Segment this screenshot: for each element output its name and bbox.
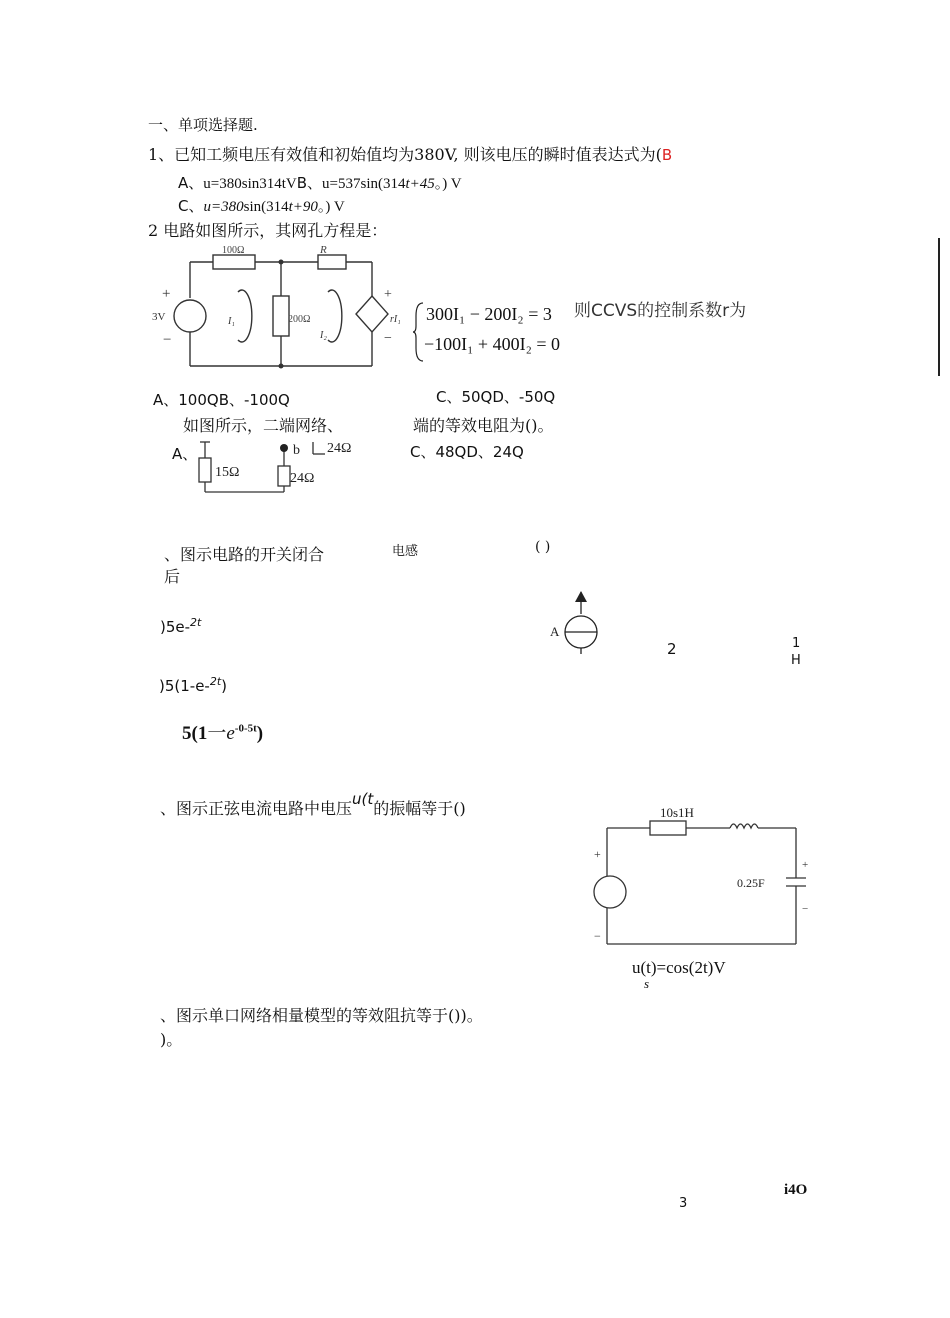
q3-resistor-24-mid: [278, 466, 290, 486]
q2-resistor-100: [213, 255, 255, 269]
page-edge-bar: [938, 238, 940, 376]
q5-cap-label: 0.25F: [737, 876, 765, 890]
q3-network-diagram: [195, 440, 375, 500]
q5-top-label: 10s1H: [660, 805, 694, 820]
page-number: 3: [679, 1196, 688, 1211]
q1-optC-label: C、: [178, 197, 204, 215]
q2-minus-right: −: [384, 331, 392, 346]
q4-inductor-value-a: 1: [792, 636, 801, 651]
corner-mark: i4O: [784, 1182, 808, 1198]
q2-label-r1: 100Ω: [222, 245, 245, 256]
q2-tail-text: 则CCVS的控制系数r为: [574, 301, 747, 321]
q3-label-24-mid: 24Ω: [290, 471, 315, 486]
q4-stem-b: 后: [164, 567, 181, 586]
q2-equation-2: −100I₁ + 400I₂ = 0: [424, 334, 560, 354]
q5-plus-right: +: [802, 859, 809, 871]
q5-circuit-diagram: [590, 800, 810, 950]
q6-line2: )。: [160, 1030, 183, 1049]
q3-stem-b: 端的等效电阻为()。: [413, 416, 554, 435]
q3-stem-a: 如图所示，二端网络、: [183, 416, 344, 435]
q2-mesh1-loop: [238, 290, 252, 342]
q1-optB-expr: u=537sin(314t+45。) V: [322, 176, 462, 192]
q2-voltage-source: [174, 300, 206, 332]
q5-minus-right: −: [802, 903, 809, 915]
q3-node-b: b: [293, 443, 300, 458]
q2-plus-right: +: [384, 287, 392, 302]
q3-resistor-15: [199, 458, 211, 482]
q4-option-c: 5(1一$e^{-0-5t}$): [182, 722, 264, 744]
q2-option-cd: C、50QD、-50Q: [436, 388, 556, 406]
q5-resistor: [650, 821, 686, 835]
q2-mesh2-loop: [328, 290, 342, 342]
q2-option-ab: A、100QB、-100Q: [153, 391, 290, 409]
q2-label-r: R: [320, 244, 327, 256]
q3-label-top-res: 24Ω: [327, 441, 352, 456]
q2-plus-left: +: [162, 286, 171, 302]
q2-label-source: 3V: [152, 311, 166, 323]
q2-label-i2: I₂: [320, 330, 327, 341]
q1-optB-label: B、: [296, 174, 323, 192]
q4-option-b: )5(1-e-$^{2t}$): [159, 675, 228, 695]
q5-stem: 、图示正弦电流电路中电压u(t的振幅等于(): [160, 790, 466, 818]
q3-label-15: 15Ω: [215, 465, 240, 480]
q2-label-ccvs: rI₁: [390, 314, 401, 325]
q2-label-i1: I₁: [228, 316, 235, 327]
q4-fragment-mid: 电感: [392, 544, 419, 559]
q2-stem: 2 电路如图所示，其网孔方程是：: [148, 221, 388, 240]
q4-answer-paren: ( ): [535, 539, 551, 555]
q5-inductor: [730, 824, 758, 828]
q2-resistor-r: [318, 255, 346, 269]
q2-label-r2: 200Ω: [288, 314, 311, 325]
q1-optA-expr: u=380sin314tV: [203, 176, 297, 192]
q3-option-a: A、: [172, 445, 198, 463]
q2-equation-1: 300I₁ − 200I₂ = 3: [426, 304, 552, 324]
q5-source-expr: u(t)=cos(2t)V: [632, 958, 726, 977]
q2-minus-left: −: [163, 332, 172, 348]
q4-stem-a: 、图示电路的开关闭合: [164, 545, 325, 564]
q1-options-ab: [178, 172, 462, 193]
q5-source-sub: s: [644, 976, 650, 991]
q4-option-a: )5e-$^{2t}$: [160, 616, 202, 636]
q1-option-c: [178, 195, 345, 216]
q1-optA-label: A、: [178, 174, 204, 192]
q5-voltage-source: [594, 876, 626, 908]
q4-inductor-value-b: H: [791, 653, 801, 668]
q1-stem-text: 1、已知工频电压有效值和初始值均为380V, 则该电压的瞬时值表达式为(: [148, 145, 662, 164]
q4-current-source: [548, 588, 608, 658]
q5-plus-left: +: [594, 847, 601, 861]
q6-stem: 、图示单口网络相量模型的等效阻抗等于())。: [160, 1006, 483, 1025]
q4-resistor-value: 2: [667, 640, 677, 658]
q1-optC-expr: u=380sin(314t+90。) V: [203, 199, 345, 215]
q1-answer: B: [661, 146, 673, 164]
q4-source-label: A: [550, 624, 560, 639]
q2-circuit-diagram: [150, 244, 401, 374]
q3-option-cd: C、48QD、24Q: [410, 443, 524, 461]
section-title: 一、单项选择题.: [148, 116, 258, 134]
q5-stem-u: u(t: [352, 790, 374, 808]
q5-minus-left: −: [594, 929, 601, 943]
q1-stem: [148, 142, 672, 165]
q2-resistor-200: [273, 296, 289, 336]
q3-node-b-dot: [280, 444, 288, 452]
